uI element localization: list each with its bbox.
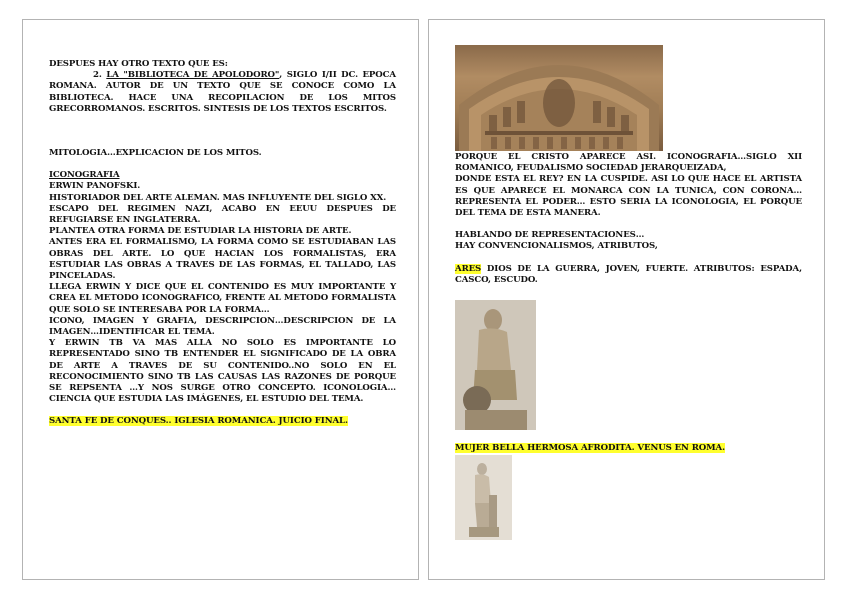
text-line: HISTORIADOR DEL ARTE ALEMAN. MAS INFLUYENTE DEL SIGLO XX. — [49, 192, 387, 203]
text-line: HAY CONVENCIONALISMOS, ATRIBUTOS, — [455, 241, 658, 252]
document-page-left — [22, 19, 419, 580]
venus-line — [455, 443, 802, 454]
ares-statue-image — [455, 300, 536, 430]
left-page-text — [49, 59, 396, 428]
biblioteca-text: , SIGLO I/II DC. EPOCA ROMANA. AUTOR DE UN TEXTO QUE SE CONOCE COMO LA BIBLIOTECA. HACE UNA RECOPILACION DE LOS MITOS GRECORROMANOS. ESCRITOS. SINTESIS DE LOS TEXTOS ESCRITOS. — [49, 70, 396, 114]
highlight-ares: ARES — [455, 263, 482, 274]
biblioteca-number: 2. — [93, 70, 102, 81]
text-line: ERWIN PANOFSKI. — [49, 181, 141, 192]
text-line: PLANTEA OTRA FORMA DE ESTUDIAR LA HISTORIA DE ARTE. — [49, 226, 352, 237]
text-line: PORQUE EL CRISTO APARECE ASI. ICONOGRAFIA…SIGLO XII ROMANICO, FEUDALISMO SOCIEDAD JERARQUEIZADA, — [455, 152, 802, 174]
biblioteca-paragraph — [49, 70, 396, 115]
ares-paragraph — [455, 264, 802, 286]
highlight-venus: MUJER BELLA HERMOSA AFRODITA. VENUS EN ROMA. — [455, 443, 725, 453]
text-line: Y ERWIN TB VA MAS ALLA NO SOLO ES IMPORTANTE LO REPRESENTADO SINO TB ENTENDER EL SIGNIFICADO DE LA OBRA DE ARTE A TRAVES DE SU CONTENIDO..NO SOLO EN EL RECONOCIMIENTO SINO TB LAS CAUSAS LAS RAZONES DE PORQUE SE REPSENTA …Y NOS SURGE OTRO CONCEPTO. ICONOLOGIA…CIENCIA QUE ESTUDIA LAS IMÁGENES, EL ESTUDIO DEL TEMA. — [49, 338, 396, 405]
iconografia-heading: ICONOGRAFIA — [49, 170, 120, 181]
biblioteca-title: LA "BIBLIOTECA DE APOLODORO" — [106, 70, 280, 81]
venus-caption-block — [455, 443, 802, 454]
text-line: ESCAPO DEL REGIMEN NAZI, ACABO EN EEUU DESPUES DE REFUGIARSE EN INGLATERRA. — [49, 203, 396, 226]
text-line: LLEGA ERWIN Y DICE QUE EL CONTENIDO ES MUY IMPORTANTE Y CREA EL METODO ICONOGRAFICO, FRENTE AL METODO FORMALISTA QUE SOLO SE INTERESABA POR LA FORMA… — [49, 282, 396, 315]
right-page-text — [455, 152, 802, 286]
aphrodite-statue-image — [455, 455, 512, 540]
highlighted-line — [49, 416, 396, 427]
text-line: HABLANDO DE REPRESENTACIONES… — [455, 230, 645, 241]
intro-line: DESPUES HAY OTRO TEXTO QUE ES: — [49, 59, 228, 69]
highlight-conques: SANTA FE DE CONQUES.. IGLESIA ROMANICA. JUICIO FINAL. — [49, 416, 348, 427]
tympanum-image — [455, 45, 663, 151]
ares-description: DIOS DE LA GUERRA, JOVEN, FUERTE. ATRIBUTOS: ESPADA, CASCO, ESCUDO. — [455, 263, 802, 285]
text-line: ANTES ERA EL FORMALISMO, LA FORMA COMO SE ESTUDIABAN LAS OBRAS DEL ARTE. LO QUE HACIAN LOS FORMALISTAS, ERA ESTUDIAR LAS OBRAS A TRAVES DE LAS FORMAS, EL TALLADO, LAS PINCELADAS. — [49, 237, 396, 282]
document-page-right — [428, 19, 825, 580]
mitologia-line: MITOLOGIA…EXPLICACION DE LOS MITOS. — [49, 148, 262, 159]
text-line: DONDE ESTA EL REY? EN LA CUSPIDE. ASI LO QUE HACE EL ARTISTA ES QUE APARECE EL MONARCA CON LA TUNICA, CON CORONA…REPRESENTA EL PODER… ESTO SERIA LA ICONOLOGIA, EL PORQUE DEL TEMA DE ESTA MANERA. — [455, 174, 802, 219]
text-line: ICONO, IMAGEN Y GRAFIA, DESCRIPCION…DESCRIPCION DE LA IMAGEN…IDENTIFICAR EL TEMA. — [49, 315, 396, 338]
